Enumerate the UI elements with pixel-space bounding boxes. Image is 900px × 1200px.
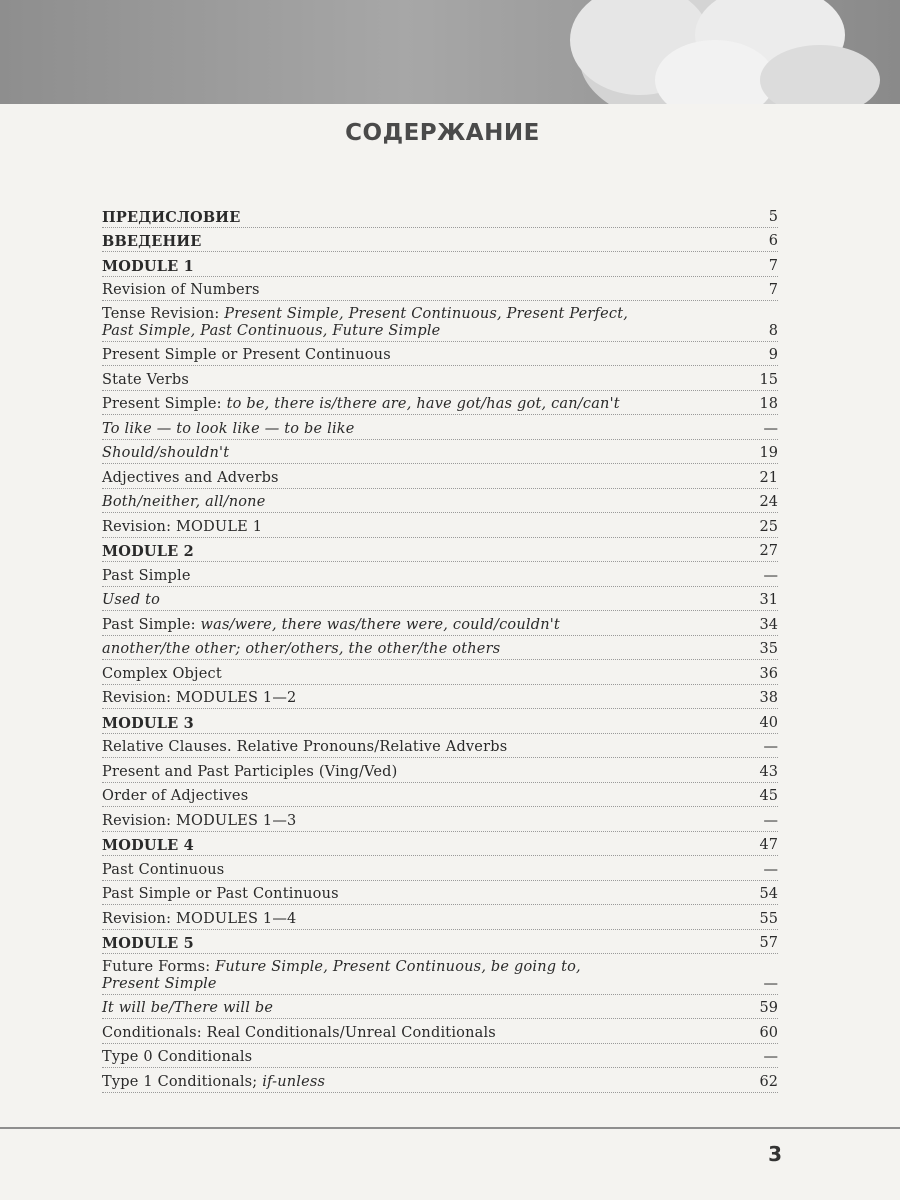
toc-entry-title: [102, 959, 748, 993]
toc-entry-title: [102, 470, 748, 487]
toc-entry-text-part: MODULE 5: [102, 935, 194, 952]
toc-entry-text-part: another/the other; other/others, the other/the others: [102, 641, 501, 657]
toc-entry-text-part: ПРЕДИСЛОВИЕ: [102, 208, 241, 226]
toc-entry: [102, 856, 778, 881]
toc-entry-text-part: if-unless: [262, 1073, 326, 1090]
toc-entry-title: [102, 1000, 748, 1017]
toc-entry-title: [102, 421, 748, 438]
toc-entry: [102, 832, 778, 857]
toc-entry-title: [102, 715, 748, 732]
toc-entry-title: [102, 690, 748, 707]
toc-entry: [102, 758, 778, 783]
toc-entry: [102, 203, 778, 228]
toc-entry-text-part: Future Simple, Present Continuous, be going to,: [215, 958, 581, 975]
toc-entry-page: —: [763, 567, 778, 584]
toc-entry: [102, 301, 778, 342]
toc-entry-page: —: [763, 1049, 778, 1065]
toc-entry-text-part: Present Simple:: [102, 396, 227, 412]
toc-entry: [102, 1068, 778, 1093]
toc-entry-page: 24: [759, 494, 778, 510]
toc-entry-text-part: State Verbs: [102, 371, 189, 388]
toc-entry-title: [102, 519, 748, 536]
toc-entry-text-part: Relative Clauses. Relative Pronouns/Relative Adverbs: [102, 739, 508, 755]
toc-entry-title: [102, 641, 748, 658]
toc-entry-text-part: Past Continuous: [102, 861, 225, 878]
toc-entry-title: [102, 813, 748, 830]
toc-entry: [102, 342, 778, 367]
toc-entry-text-part: MODULE 4: [102, 837, 194, 854]
toc-entry-text-part: Future Forms:: [102, 958, 216, 975]
toc-entry-title: [102, 543, 748, 560]
toc-entry-title: [102, 739, 748, 756]
toc-entry-title: [102, 666, 748, 683]
toc-entry-page: 35: [759, 641, 778, 657]
toc-entry-text-part: MODULE 2: [102, 543, 194, 560]
toc-entry-title: [102, 494, 748, 511]
toc-entry-text-part: Revision of Numbers: [102, 282, 260, 298]
toc-entry-page: —: [763, 975, 778, 992]
toc-entry-text-part: Conditionals: Real Conditionals/Unreal Conditionals: [102, 1024, 496, 1041]
toc-entry-page: —: [763, 739, 778, 755]
toc-entry: [102, 440, 778, 465]
toc-entry-title: [102, 233, 748, 250]
toc-entry-page: 15: [759, 371, 778, 388]
toc-entry: [102, 930, 778, 955]
toc-entry-text-part: Should/shouldn't: [102, 445, 230, 461]
toc-entry-text-part: Type 1 Conditionals;: [102, 1073, 263, 1090]
toc-entry-text-part: MODULE 1: [102, 257, 194, 275]
toc-entry: [102, 1019, 778, 1044]
toc-entry-page: 62: [759, 1073, 778, 1090]
toc-entry: [102, 562, 778, 587]
toc-entry-title: [102, 1074, 748, 1091]
toc-entry-text-part: Complex Object: [102, 665, 222, 682]
toc-entry: [102, 464, 778, 489]
toc-entry-title: [102, 282, 748, 299]
toc-entry-title: [102, 306, 748, 340]
toc-entry: [102, 611, 778, 636]
toc-entry-text-part: It will be/There will be: [102, 1000, 274, 1016]
toc-entry-title: [102, 445, 748, 462]
toc-entry-page: 60: [759, 1024, 778, 1041]
toc-entry-title: [102, 209, 748, 226]
toc-entry-page: 19: [759, 445, 778, 461]
toc-entry-page: 21: [759, 469, 778, 486]
toc-entry-text-part: Revision: MODULES 1—3: [102, 812, 297, 829]
toc-entry-text-part: MODULE 3: [102, 714, 194, 732]
toc-entry-text-part: Present and Past Participles (Ving/Ved): [102, 763, 398, 780]
toc-entry: [102, 415, 778, 440]
toc-entry: [102, 709, 778, 734]
toc-entry-page: —: [763, 861, 778, 878]
toc-entry: [102, 277, 778, 302]
toc-entry-page: 7: [768, 257, 778, 274]
toc-entry-page: —: [763, 420, 778, 437]
toc-entry-text-part: Past Simple or Past Continuous: [102, 886, 339, 902]
toc-entry: [102, 228, 778, 253]
toc-entry: [102, 513, 778, 538]
toc-entry: [102, 636, 778, 661]
toc-entry-page: 25: [759, 518, 778, 535]
toc-entry-text-part: Type 0 Conditionals: [102, 1049, 253, 1065]
toc-entry-text-part: Revision: MODULES 1—4: [102, 910, 297, 927]
toc-entry: [102, 660, 778, 685]
toc-entry-title: [102, 886, 748, 903]
toc-entry: [102, 734, 778, 759]
toc-entry-text-part: Present Simple, Present Continuous, Present Perfect,: [224, 305, 629, 322]
toc-entry-page: 43: [759, 763, 778, 780]
toc-entry: [102, 489, 778, 514]
flower-decoration: [520, 0, 900, 104]
toc-entry: [102, 587, 778, 612]
toc-entry-title: [102, 568, 748, 585]
toc-entry-page: 31: [759, 592, 778, 608]
toc-entry-title: [102, 258, 748, 275]
toc-entry-title: [102, 764, 748, 781]
toc-entry-page: 8: [768, 322, 778, 339]
toc-entry-page: 18: [759, 396, 778, 412]
toc-entry-text-part: Past Simple:: [102, 616, 201, 633]
toc-entry-title: [102, 862, 748, 879]
table-of-contents: [102, 203, 778, 1093]
toc-entry-title: [102, 372, 748, 389]
toc-entry-text-part: Past Simple, Past Continuous, Future Simple: [102, 322, 441, 339]
toc-entry-text-part: Past Simple: [102, 567, 191, 584]
toc-entry-page: 38: [759, 690, 778, 706]
toc-entry-text-part: To like — to look like — to be like: [102, 420, 355, 437]
toc-entry-page: 5: [768, 208, 778, 225]
toc-entry-text-part: Revision: MODULE 1: [102, 518, 263, 535]
toc-entry-page: 55: [759, 910, 778, 927]
toc-entry: [102, 366, 778, 391]
toc-entry: [102, 252, 778, 277]
toc-entry: [102, 905, 778, 930]
toc-entry: [102, 783, 778, 808]
toc-entry: [102, 995, 778, 1020]
toc-entry-page: 7: [768, 282, 778, 298]
toc-entry-page: 34: [759, 616, 778, 633]
toc-entry-page: 9: [768, 347, 778, 363]
toc-entry-text-part: Present Simple or Present Continuous: [102, 347, 391, 363]
toc-entry-title: [102, 1025, 748, 1042]
toc-entry: [102, 881, 778, 906]
toc-entry-text-part: Tense Revision:: [102, 305, 225, 322]
toc-entry-text-part: Adjectives and Adverbs: [102, 469, 279, 486]
toc-entry-page: 6: [768, 233, 778, 249]
toc-entry: [102, 807, 778, 832]
toc-entry-page: 45: [759, 788, 778, 804]
page-number: 3: [768, 1142, 782, 1166]
footer-rule: [0, 1127, 900, 1129]
toc-entry-title: [102, 837, 748, 854]
toc-entry-title: [102, 911, 748, 928]
toc-entry-page: 27: [759, 543, 778, 559]
toc-entry-title: [102, 935, 748, 952]
toc-entry-title: [102, 347, 748, 364]
toc-entry-text-part: to be, there is/there are, have got/has got, can/can't: [226, 396, 620, 412]
toc-entry-page: 40: [759, 714, 778, 731]
toc-entry-page: 54: [759, 886, 778, 902]
toc-entry-text-part: Used to: [102, 592, 161, 608]
toc-entry-text-part: Order of Adjectives: [102, 788, 249, 804]
toc-entry-title: [102, 1049, 748, 1066]
toc-entry: [102, 954, 778, 995]
toc-entry: [102, 1044, 778, 1069]
toc-entry-page: 47: [759, 837, 778, 853]
toc-entry: [102, 391, 778, 416]
toc-entry: [102, 685, 778, 710]
toc-entry-page: 57: [759, 935, 778, 951]
toc-entry-title: [102, 617, 748, 634]
toc-entry-title: [102, 788, 748, 805]
toc-entry-title: [102, 592, 748, 609]
toc-entry-text-part: Revision: MODULES 1—2: [102, 690, 297, 706]
toc-entry-text-part: Present Simple: [102, 975, 217, 992]
toc-entry-text-part: was/were, there was/there were, could/couldn't: [200, 616, 560, 633]
page-title: СОДЕРЖАНИЕ: [345, 120, 540, 146]
toc-entry-page: —: [763, 812, 778, 829]
toc-entry-page: 59: [759, 1000, 778, 1016]
toc-entry-text-part: Both/neither, all/none: [102, 494, 266, 510]
toc-entry-page: 36: [759, 665, 778, 682]
toc-entry-title: [102, 396, 748, 413]
toc-entry: [102, 538, 778, 563]
toc-entry-text-part: ВВЕДЕНИЕ: [102, 233, 202, 250]
